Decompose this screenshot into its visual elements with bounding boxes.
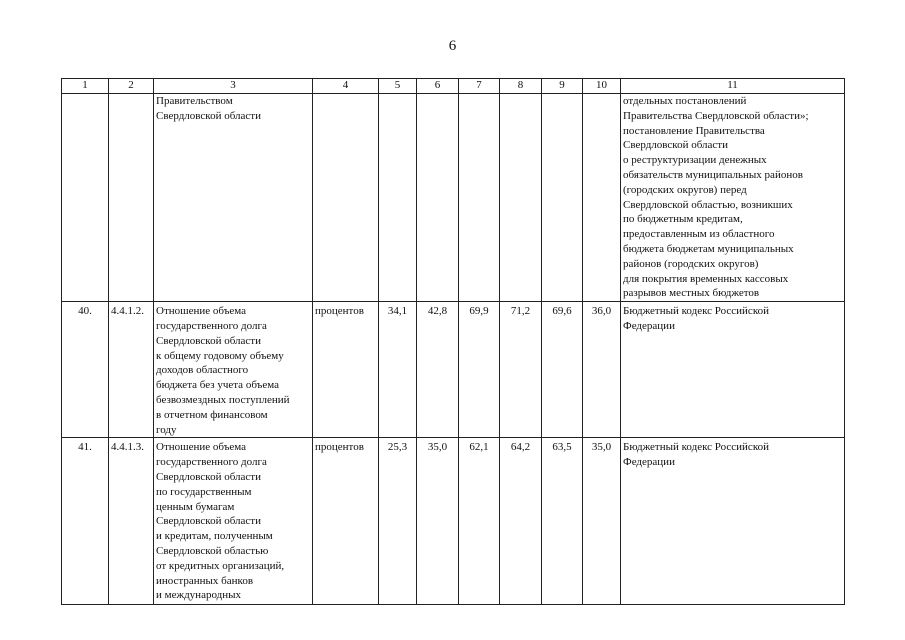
column-header: 7	[459, 79, 500, 94]
source-line: обязательств муниципальных районов	[623, 168, 803, 181]
cell-code: 4.4.1.2.	[109, 302, 154, 438]
cell-name	[154, 94, 313, 302]
name-line: в отчетном финансовом	[156, 408, 268, 421]
column-header: 5	[379, 79, 417, 94]
cell-code: 4.4.1.3.	[109, 438, 154, 605]
cell-no: 41.	[62, 438, 109, 605]
cell-value: 64,2	[500, 438, 542, 605]
table-row	[62, 438, 845, 605]
name-line: ценным бумагам	[156, 500, 235, 513]
cell-no: 40.	[62, 302, 109, 438]
column-header: 4	[313, 79, 379, 94]
source-line: отдельных постановлений	[623, 95, 747, 107]
name-line: Свердловской областью	[156, 544, 269, 557]
cell-unit	[313, 94, 379, 302]
source-line: предоставленным из областного	[623, 228, 775, 241]
name-line: Свердловской области	[156, 515, 261, 528]
table-row	[62, 302, 845, 438]
column-header: 2	[109, 79, 154, 94]
cell-value	[500, 94, 542, 302]
name-line: Свердловской области	[156, 334, 261, 347]
cell-value	[459, 94, 500, 302]
indicators-table	[61, 78, 845, 605]
source-line: Федерации	[623, 456, 675, 469]
source-line: по бюджетным кредитам,	[623, 213, 743, 226]
cell-value: 35,0	[417, 438, 459, 605]
name-line: по государственным	[156, 485, 252, 498]
cell-value	[417, 94, 459, 302]
source-line: о реструктуризации денежных	[623, 154, 767, 167]
name-line: году	[156, 423, 177, 436]
name-line: к общему годовому объему	[156, 349, 284, 362]
name-line: доходов областного	[156, 364, 249, 377]
cell-value: 36,0	[583, 302, 621, 438]
column-header: 10	[583, 79, 621, 94]
cell-value: 35,0	[583, 438, 621, 605]
cell-source	[621, 302, 845, 438]
source-line: Бюджетный кодекс Российской	[623, 305, 769, 318]
cell-value: 69,9	[459, 302, 500, 438]
cell-unit: процентов	[313, 438, 379, 605]
name-line: государственного долга	[156, 319, 267, 332]
name-line: Отношение объема	[156, 305, 247, 318]
column-header: 3	[154, 79, 313, 94]
source-line: разрывов местных бюджетов	[623, 287, 760, 300]
cell-unit: процентов	[313, 302, 379, 438]
source-line: районов (городских округов)	[623, 257, 759, 270]
source-line: Правительства Свердловской области»;	[623, 109, 809, 122]
header-row	[62, 79, 845, 94]
column-header: 1	[62, 79, 109, 94]
column-header: 9	[542, 79, 583, 94]
source-line: бюджета бюджетам муниципальных	[623, 242, 794, 255]
source-line: Бюджетный кодекс Российской	[623, 441, 769, 454]
continuation-row	[62, 94, 845, 302]
cell-value: 71,2	[500, 302, 542, 438]
cell-value: 25,3	[379, 438, 417, 605]
cell-value	[379, 94, 417, 302]
cell-value: 42,8	[417, 302, 459, 438]
cell-value: 62,1	[459, 438, 500, 605]
cell-name	[154, 302, 313, 438]
name-line: бюджета без учета объема	[156, 379, 279, 392]
source-line: Свердловской областью, возникших	[623, 198, 793, 211]
source-line: постановление Правительства	[623, 124, 765, 137]
cell-no	[62, 94, 109, 302]
cell-value	[542, 94, 583, 302]
column-header: 8	[500, 79, 542, 94]
name-line: Правительством	[156, 95, 233, 107]
name-line: безвозмездных поступлений	[156, 393, 290, 406]
page-number: 6	[448, 38, 457, 54]
column-header: 11	[621, 79, 845, 94]
name-line: и кредитам, полученным	[156, 530, 273, 543]
source-line: Свердловской области	[623, 139, 728, 152]
cell-name	[154, 438, 313, 605]
cell-value: 34,1	[379, 302, 417, 438]
cell-source	[621, 94, 845, 302]
source-line: для покрытия временных кассовых	[623, 272, 789, 285]
cell-value: 69,6	[542, 302, 583, 438]
cell-value	[583, 94, 621, 302]
cell-code	[109, 94, 154, 302]
name-line: от кредитных организаций,	[156, 559, 285, 572]
name-line: государственного долга	[156, 456, 267, 469]
cell-value: 63,5	[542, 438, 583, 605]
cell-source	[621, 438, 845, 605]
name-line: и международных	[156, 589, 242, 602]
name-line: иностранных банков	[156, 574, 254, 587]
name-line: Отношение объема	[156, 441, 247, 454]
name-line: Свердловской области	[156, 470, 261, 483]
name-line: Свердловской области	[156, 109, 261, 122]
source-line: Федерации	[623, 319, 675, 332]
column-header: 6	[417, 79, 459, 94]
source-line: (городских округов) перед	[623, 183, 747, 196]
